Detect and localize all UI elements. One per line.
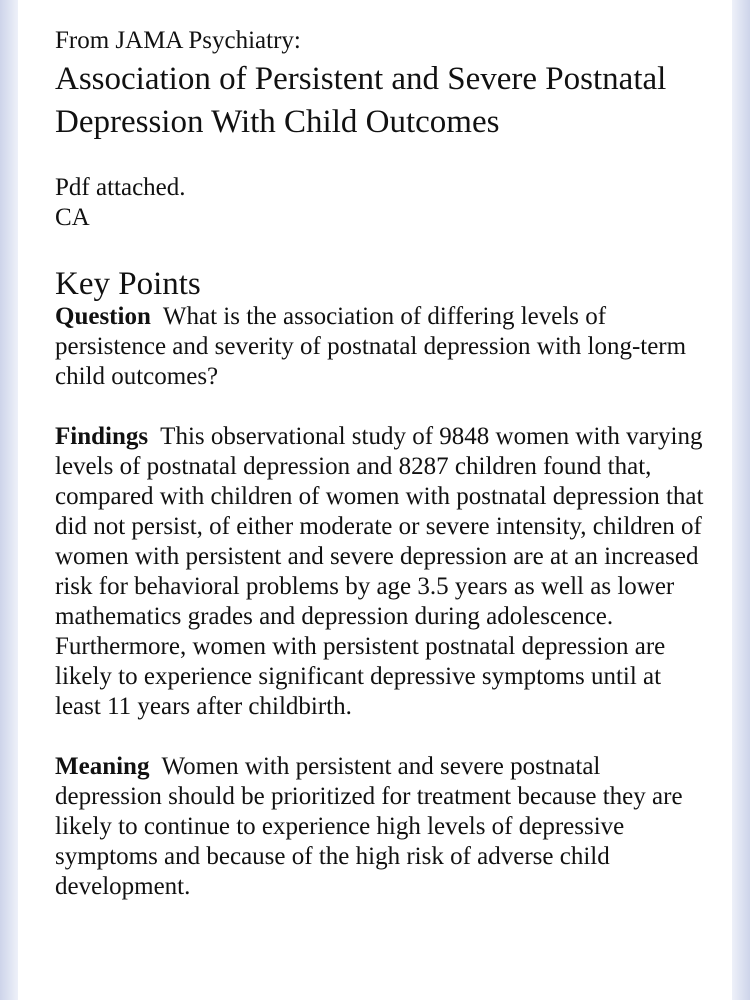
key-points-heading: Key Points: [55, 266, 201, 302]
key-point-text: This observational study of 9848 women with varying levels of postnatal depression and 8287 children found that, compared with children of women with postnatal depression that did not persist, of either moderate or severe intensity, children of women with persistent and severe depression are at an increased risk for behavioral problems by age 3.5 years as well as lower mathematics grades and depression during adolescence. Furthermore, women with persistent postnatal depression are likely to experience significant depressive symptoms until at least 11 years after childbirth.: [55, 423, 704, 720]
attachment-note-line: Pdf attached.: [55, 174, 186, 201]
key-point-label: Question: [55, 303, 151, 330]
key-point-text: Women with persistent and severe postnatal depression should be prioritized for treatment because they are likely to continue to experience high levels of depressive symptoms and because of the high risk of adverse child development.: [55, 753, 683, 900]
article-title: Association of Persistent and Severe Postnatal Depression With Child Outcomes: [55, 61, 667, 140]
key-point-text: What is the association of differing levels of persistence and severity of postnatal depression with long-term child outcomes?: [55, 303, 687, 390]
signature-initials: CA: [55, 204, 90, 231]
key-point-label: Findings: [55, 423, 149, 450]
key-point-label: Meaning: [55, 753, 150, 780]
key-point-findings: [55, 422, 712, 722]
document-page: [18, 0, 732, 1000]
source-line: From JAMA Psychiatry:: [55, 27, 301, 54]
key-point-meaning: [55, 752, 712, 902]
left-page-margin: [0, 0, 18, 1000]
key-point-question: [55, 302, 712, 392]
document-content: [55, 26, 712, 902]
right-page-margin: [732, 0, 750, 1000]
attachment-note: [55, 173, 712, 233]
